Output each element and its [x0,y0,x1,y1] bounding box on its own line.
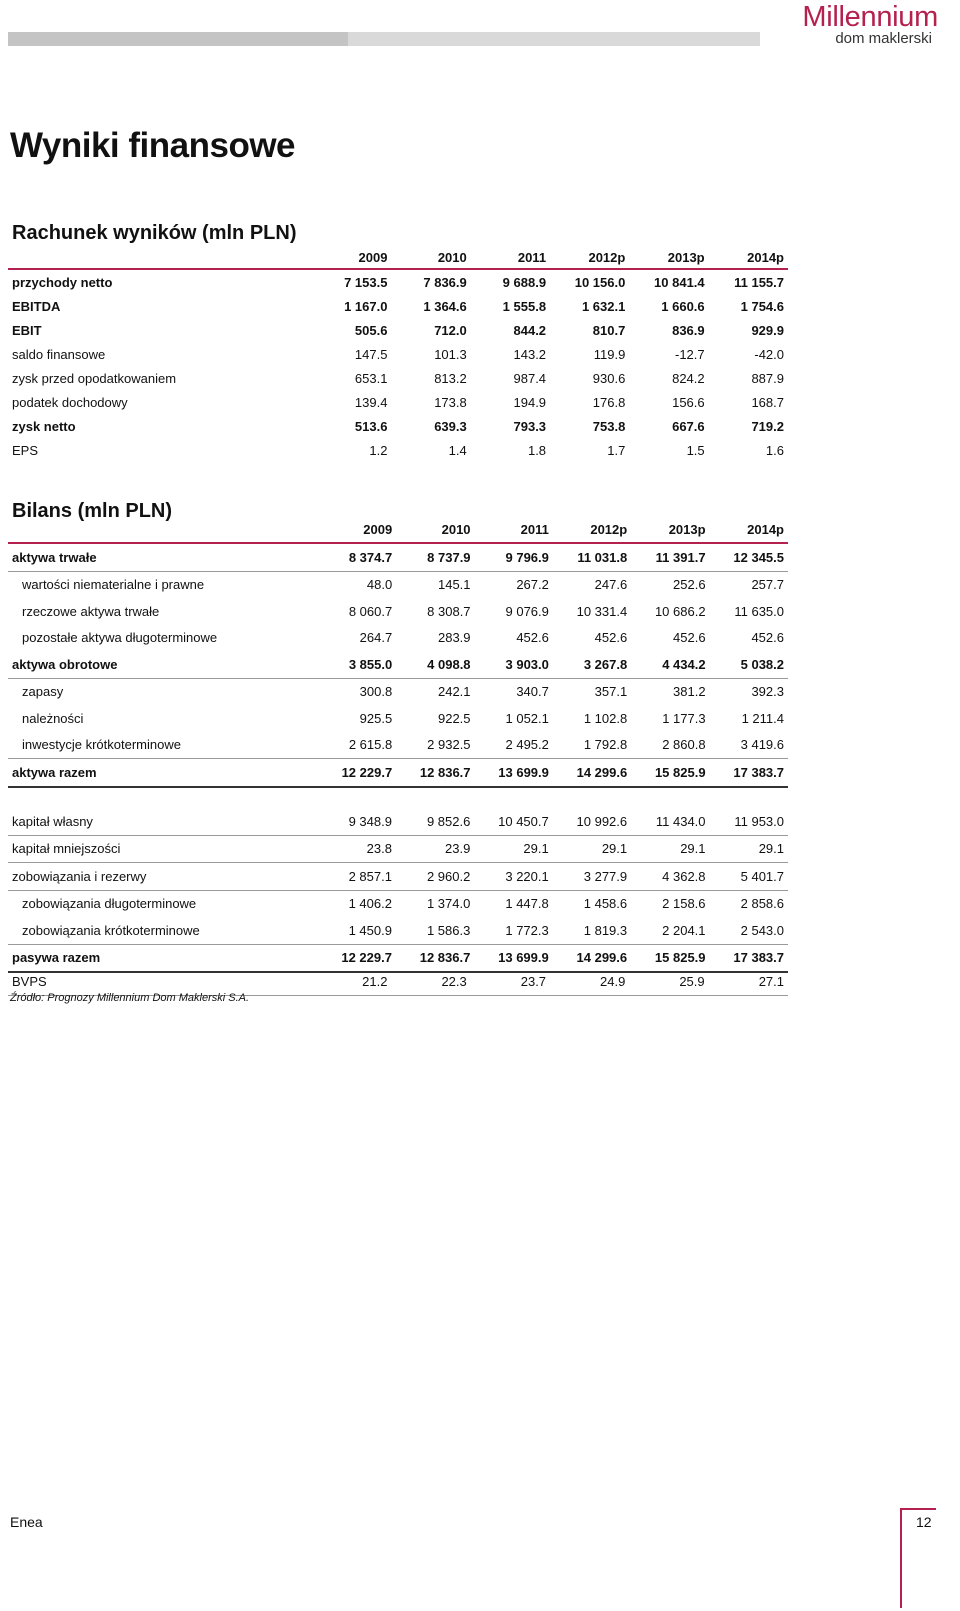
row-label: zobowiązania długoterminowe [22,896,197,912]
value-cell: 11 635.0 [734,603,784,619]
value-cell: 10 156.0 [574,274,626,290]
row-label: saldo finansowe [12,346,106,362]
millennium-logo [783,2,938,48]
table-row [8,366,788,390]
value-cell: 2 857.1 [318,863,396,891]
value-cell: 452.6 [594,630,628,646]
value-cell: 9 796.9 [475,543,553,571]
value-cell: 11 391.7 [631,543,709,571]
value-cell: 2 543.0 [710,917,788,944]
table-header-row [8,516,788,543]
value-cell: 357.1 [594,684,628,700]
value-cell: 452.6 [751,630,784,646]
table-header-row [8,246,788,269]
income-statement-title: Rachunek wyników (mln PLN) [12,222,297,244]
value-cell: 23.8 [318,835,396,863]
value-cell: 252.6 [673,577,706,593]
value-cell: 1.2 [369,442,388,458]
value-cell: 712.0 [434,322,467,338]
value-cell: 813.2 [434,370,467,386]
value-cell: 300.8 [359,684,393,700]
table-row [8,705,788,732]
year-header: 2012p [550,246,629,269]
row-label: podatek dochodowy [12,394,128,410]
value-cell: 10 992.6 [553,808,631,835]
value-cell: 11 031.8 [553,543,631,571]
value-cell: 1 819.3 [553,917,631,944]
table-row [8,543,788,571]
value-cell: 836.9 [672,322,705,338]
value-cell: 9 348.9 [318,808,396,835]
table-row [8,625,788,652]
value-cell: 10 331.4 [576,603,628,619]
row-label: rzeczowe aktywa trwałe [22,603,160,619]
value-cell: 1 792.8 [553,732,631,759]
value-cell: 12 229.7 [318,759,396,787]
table-row [8,732,788,759]
value-cell: 13 699.9 [475,759,553,787]
value-cell: 14 299.6 [553,944,631,972]
value-cell: 283.9 [437,630,471,646]
value-cell: 4 098.8 [396,651,474,678]
value-cell: 13 699.9 [474,944,552,972]
row-label: pasywa razem [8,944,318,972]
value-cell: 1.5 [686,442,705,458]
value-cell: 10 450.7 [474,808,552,835]
value-cell: 653.1 [354,370,388,386]
value-cell: 257.7 [751,577,784,593]
value-cell: 25.9 [629,968,708,995]
value-cell: 29.1 [710,835,788,863]
value-cell: 119.9 [593,346,626,362]
value-cell: 8 060.7 [348,603,393,619]
row-label: zysk netto [12,418,76,434]
value-cell: 753.8 [592,418,626,434]
table-row [8,651,788,678]
value-cell: 143.2 [513,346,547,362]
table-row [8,294,788,318]
page-title: Wyniki finansowe [10,126,296,165]
value-cell: 2 204.1 [631,917,709,944]
row-label: aktywa obrotowe [8,651,318,678]
value-cell: 929.9 [751,322,784,338]
value-cell: 145.1 [437,577,471,593]
value-cell: 1 211.4 [741,710,784,726]
value-cell: 452.6 [516,630,549,646]
value-cell: 22.3 [391,968,470,995]
year-header: 2011 [471,246,550,269]
table-row [8,390,788,414]
value-cell: 1.4 [448,442,467,458]
value-cell: 719.2 [751,418,784,434]
value-cell: 14 299.6 [553,759,631,787]
value-cell: 2 615.8 [318,732,396,759]
value-cell: 8 737.9 [396,543,474,571]
value-cell: 12 229.7 [318,944,396,972]
value-cell: 2 960.2 [396,863,474,891]
table-row [8,571,788,598]
row-label: zobowiązania i rezerwy [8,863,318,891]
row-label: aktywa razem [8,759,318,787]
value-cell: 23.9 [396,835,474,863]
year-header: 2013p [629,246,708,269]
value-cell: 987.4 [513,370,547,386]
row-label: inwestycje krótkoterminowe [8,732,318,759]
footer-accent-line [900,1508,936,1510]
table-row-total [8,759,788,787]
value-cell: 930.6 [592,370,626,386]
value-cell: 8 374.7 [318,543,396,571]
row-label: przychody netto [12,274,113,290]
value-cell: 3 903.0 [475,651,553,678]
row-label: należności [22,710,84,726]
value-cell: 381.2 [673,684,706,700]
header-label-cell [8,516,318,543]
value-cell: 267.2 [516,577,549,593]
income-statement-table [8,246,788,462]
table-row [8,678,788,705]
year-header: 2009 [312,246,391,269]
value-cell: 5 038.2 [710,651,788,678]
value-cell: 824.2 [672,370,705,386]
row-label: kapitał własny [8,808,318,835]
value-cell: 1 364.6 [423,298,467,314]
value-cell: 5 401.7 [710,863,788,891]
table-row [8,890,788,917]
value-cell: 9 076.9 [505,603,549,619]
table-row [8,968,788,995]
row-label: zobowiązania krótkoterminowe [8,917,318,944]
row-label: EBITDA [12,298,61,314]
value-cell: 194.9 [513,394,547,410]
table-row [8,808,788,835]
page-number: 12 [916,1514,932,1530]
value-cell: 1 586.3 [396,917,474,944]
header-label-cell [8,246,312,269]
value-cell: 12 345.5 [710,543,788,571]
value-cell: 10 841.4 [654,274,705,290]
value-cell: 15 825.9 [631,944,709,972]
value-cell: 27.1 [709,968,788,995]
value-cell: 505.6 [354,322,388,338]
value-cell: 156.6 [672,394,705,410]
value-cell: 264.7 [359,630,393,646]
value-cell: 639.3 [434,418,467,434]
value-cell: 48.0 [366,577,393,593]
value-cell: 340.7 [516,684,549,700]
value-cell: 2 158.6 [662,896,706,912]
year-header: 2011 [475,516,553,543]
year-header: 2009 [318,516,396,543]
value-cell: 667.6 [672,418,705,434]
table-row [8,598,788,625]
year-header: 2014p [709,246,788,269]
year-header: 2010 [396,516,474,543]
value-cell: 1 555.8 [502,298,547,314]
value-cell: 1 772.3 [474,917,552,944]
value-cell: 7 153.5 [344,274,388,290]
value-cell: 925.5 [359,710,393,726]
value-cell: 247.6 [594,577,628,593]
value-cell: 844.2 [513,322,547,338]
value-cell: 1.6 [765,442,784,458]
value-cell: 1 167.0 [344,298,388,314]
value-cell: 1 632.1 [581,298,626,314]
row-label: zysk przed opodatkowaniem [12,370,177,386]
value-cell: 392.3 [751,684,784,700]
footer-accent-vline [900,1508,902,1608]
balance-liabilities-table [8,808,788,973]
year-header: 2013p [631,516,709,543]
logo-sub-text: dom maklerski [835,30,932,47]
year-header: 2014p [710,516,788,543]
value-cell: 3 855.0 [318,651,396,678]
value-cell: 173.8 [434,394,467,410]
value-cell: 1 450.9 [318,917,396,944]
value-cell: 1 754.6 [740,298,784,314]
footer-company: Enea [10,1514,43,1530]
value-cell: -42.0 [754,346,784,362]
value-cell: 4 434.2 [631,651,709,678]
row-label: pozostałe aktywa długoterminowe [22,630,218,646]
value-cell: 101.3 [434,346,467,362]
logo-main-text: Millennium [802,1,938,33]
value-cell: 1 374.0 [426,896,471,912]
value-cell: 12 836.7 [396,759,474,787]
balance-sheet-title: Bilans (mln PLN) [12,500,173,522]
value-cell: 29.1 [631,835,709,863]
value-cell: 11 434.0 [631,808,709,835]
value-cell: 8 308.7 [427,603,471,619]
row-label: zapasy [22,684,64,700]
value-cell: 3 220.1 [474,863,552,891]
table-row [8,835,788,863]
value-cell: 1 052.1 [505,710,549,726]
value-cell: 29.1 [474,835,552,863]
value-cell: 7 836.9 [423,274,467,290]
value-cell: 1.8 [527,442,547,458]
row-label: wartości niematerialne i prawne [22,577,205,593]
value-cell: 12 836.7 [396,944,474,972]
table-row [8,414,788,438]
value-cell: 1 458.6 [583,896,628,912]
value-cell: 9 852.6 [396,808,474,835]
value-cell: 2 858.6 [740,896,784,912]
value-cell: 1 177.3 [662,710,706,726]
year-header: 2010 [391,246,470,269]
table-row [8,917,788,944]
table-row [8,438,788,462]
value-cell: 1 447.8 [505,896,549,912]
value-cell: 176.8 [592,394,626,410]
source-note: Źródło: Prognozy Millennium Dom Maklerski S.A. [10,992,250,1004]
value-cell: 9 688.9 [502,274,547,290]
value-cell: 10 686.2 [654,603,706,619]
value-cell: 810.7 [592,322,626,338]
table-row [8,342,788,366]
value-cell: 922.5 [437,710,471,726]
value-cell: 21.2 [312,968,391,995]
row-label: BVPS [8,968,312,995]
value-cell: 793.3 [513,418,547,434]
value-cell: 11 953.0 [710,808,788,835]
value-cell: 3 277.9 [553,863,631,891]
value-cell: 17 383.7 [710,944,788,972]
row-label: EPS [12,442,39,458]
value-cell: 1 102.8 [583,710,628,726]
value-cell: -12.7 [675,346,705,362]
value-cell: 29.1 [553,835,631,863]
value-cell: 17 383.7 [710,759,788,787]
value-cell: 452.6 [673,630,706,646]
header-bar-accent [8,32,348,46]
value-cell: 24.9 [550,968,629,995]
year-header: 2012p [553,516,631,543]
value-cell: 2 860.8 [631,732,709,759]
value-cell: 2 932.5 [396,732,474,759]
value-cell: 147.5 [354,346,388,362]
value-cell: 23.7 [471,968,550,995]
value-cell: 513.6 [354,418,388,434]
value-cell: 3 419.6 [710,732,788,759]
value-cell: 3 267.8 [553,651,631,678]
row-label: aktywa trwałe [8,543,318,571]
table-row [8,269,788,294]
table-row [8,863,788,891]
value-cell: 11 155.7 [734,274,784,290]
value-cell: 1 660.6 [661,298,705,314]
value-cell: 242.1 [437,684,471,700]
value-cell: 4 362.8 [631,863,709,891]
row-label: EBIT [12,322,42,338]
row-label: kapitał mniejszości [8,835,318,863]
value-cell: 168.7 [751,394,784,410]
balance-assets-table [8,516,788,788]
value-cell: 15 825.9 [631,759,709,787]
value-cell: 1 406.2 [348,896,392,912]
value-cell: 139.4 [354,394,388,410]
value-cell: 2 495.2 [475,732,553,759]
value-cell: 1.7 [607,442,626,458]
table-row [8,318,788,342]
value-cell: 887.9 [751,370,784,386]
